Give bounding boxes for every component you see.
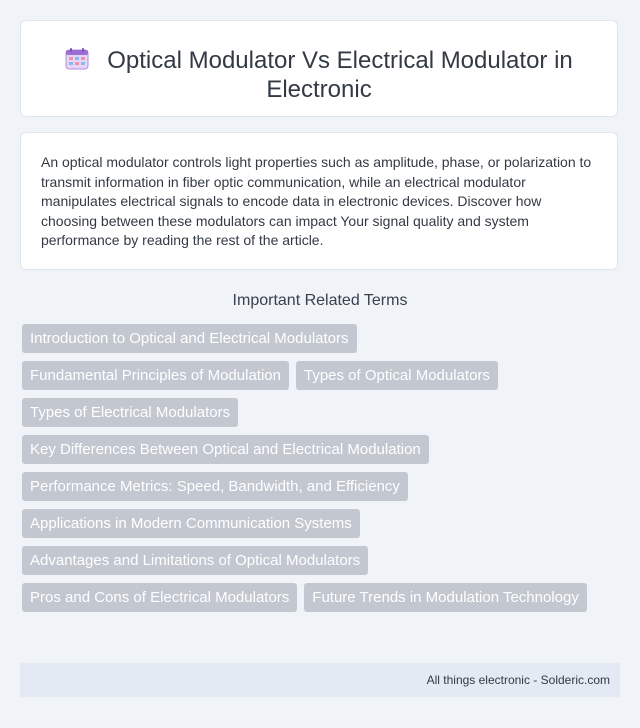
term-chip[interactable]: Applications in Modern Communication Systems bbox=[22, 509, 360, 538]
term-chip[interactable]: Types of Optical Modulators bbox=[296, 361, 498, 390]
term-chip[interactable]: Pros and Cons of Electrical Modulators bbox=[22, 583, 297, 612]
term-chip[interactable]: Performance Metrics: Speed, Bandwidth, and Efficiency bbox=[22, 472, 408, 501]
related-terms-heading: Important Related Terms bbox=[232, 292, 408, 309]
term-chip[interactable]: Key Differences Between Optical and Electrical Modulation bbox=[22, 435, 429, 464]
intro-card bbox=[20, 132, 618, 270]
page-title-text: Optical Modulator Vs Electrical Modulator in Electronic bbox=[107, 47, 573, 103]
footer bbox=[20, 663, 620, 697]
term-chip[interactable]: Advantages and Limitations of Optical Modulators bbox=[22, 546, 368, 575]
footer-text: All things electronic - Solderic.com bbox=[426, 673, 610, 687]
page-title bbox=[21, 46, 617, 104]
term-chip[interactable]: Introduction to Optical and Electrical Modulators bbox=[22, 324, 357, 353]
calendar-grid-icon bbox=[65, 48, 89, 70]
term-chip[interactable]: Fundamental Principles of Modulation bbox=[22, 361, 289, 390]
term-chip[interactable]: Types of Electrical Modulators bbox=[22, 398, 238, 427]
term-chip[interactable]: Future Trends in Modulation Technology bbox=[304, 583, 587, 612]
intro-text: An optical modulator controls light properties such as amplitude, phase, or polarization to transmit information in fiber optic communication, while an electrical modulator manipulates electrical signals to encode data in electronic devices. Discover how choosing between these modulators can impact Your signal quality and system performance by reading the rest of the article. bbox=[41, 154, 592, 249]
header-card bbox=[20, 20, 618, 117]
related-terms-list bbox=[22, 324, 622, 612]
